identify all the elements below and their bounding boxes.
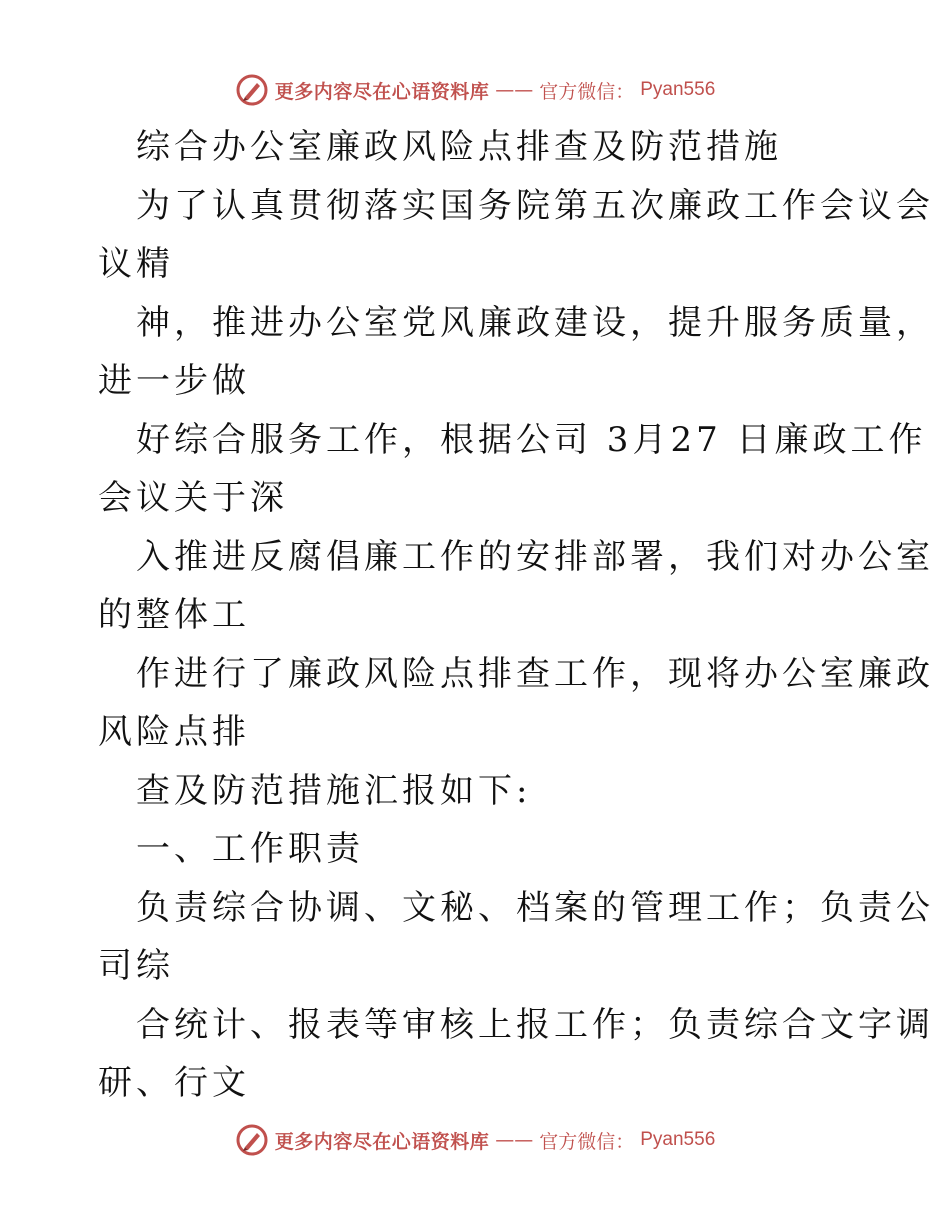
paragraph-line: 的整体工 bbox=[98, 595, 250, 635]
paragraph-line: 进一步做 bbox=[98, 361, 250, 401]
paragraph-line: 查及防范措施汇报如下: bbox=[136, 770, 532, 811]
banner-dash: —— bbox=[495, 1129, 534, 1151]
document-title: 综合办公室廉政风险点排查及防范措施 bbox=[136, 127, 782, 167]
banner-wechat-label: 官方微信： bbox=[539, 80, 635, 103]
paragraph-line: 好综合服务工作，根据公司 3月27 日廉政工作 bbox=[136, 419, 927, 460]
banner-slogan: 更多内容尽在心语资料库 bbox=[274, 80, 490, 103]
footer-banner bbox=[0, 1118, 950, 1162]
paragraph-line: 风险点排 bbox=[98, 712, 250, 752]
paragraph-line: 议精 bbox=[98, 244, 174, 284]
document-body bbox=[98, 118, 934, 1113]
pen-logo-icon bbox=[235, 1123, 269, 1157]
paragraph-line: 会议关于深 bbox=[98, 478, 288, 518]
paragraph-line: 合统计、报表等审核上报工作；负责综合文字调 bbox=[136, 1004, 934, 1045]
banner-slogan: 更多内容尽在心语资料库 bbox=[274, 1130, 490, 1153]
section-heading: 一、工作职责 bbox=[136, 829, 364, 869]
paragraph-line: 入推进反腐倡廉工作的安排部署，我们对办公室 bbox=[136, 536, 934, 577]
paragraph-line: 为了认真贯彻落实国务院第五次廉政工作会议会 bbox=[136, 185, 934, 226]
banner-dash: —— bbox=[495, 79, 534, 101]
paragraph-line: 研、行文 bbox=[98, 1063, 250, 1103]
paragraph-line: 神，推进办公室党风廉政建设，提升服务质量， bbox=[136, 302, 934, 343]
pen-logo-icon bbox=[235, 73, 269, 107]
paragraph-line: 作进行了廉政风险点排查工作，现将办公室廉政 bbox=[136, 653, 934, 694]
paragraph-line: 司综 bbox=[98, 946, 174, 986]
header-banner bbox=[0, 68, 950, 112]
banner-wechat-id: Pyan556 bbox=[640, 79, 716, 100]
banner-wechat-id: Pyan556 bbox=[640, 1129, 716, 1150]
paragraph-line: 负责综合协调、文秘、档案的管理工作；负责公 bbox=[136, 887, 934, 928]
banner-wechat-label: 官方微信： bbox=[539, 1130, 635, 1153]
